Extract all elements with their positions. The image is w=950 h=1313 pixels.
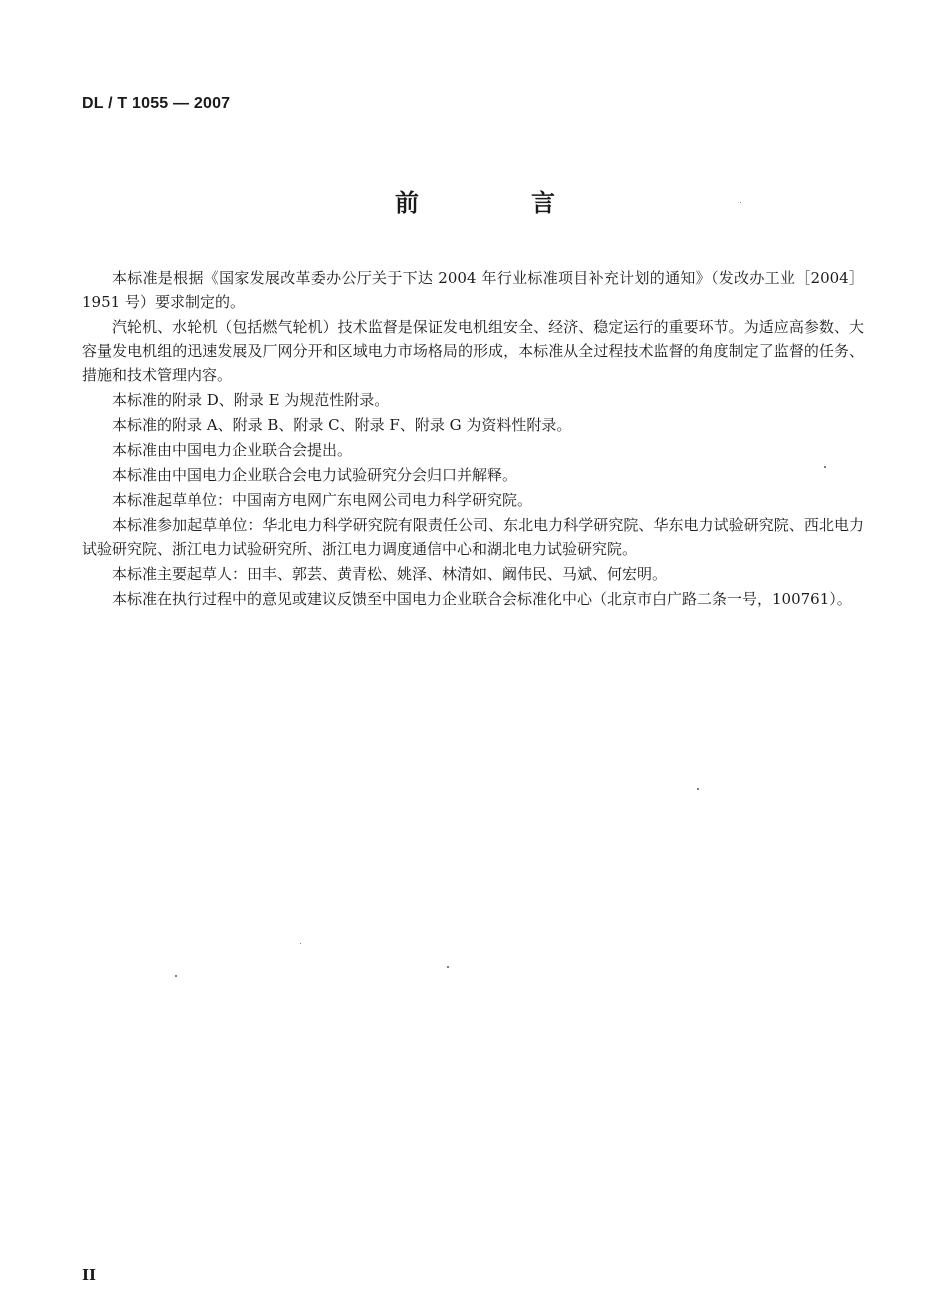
scan-speck [175, 975, 177, 977]
paragraph-normative-annexes: 本标准的附录 D、附录 E 为规范性附录。 [112, 391, 390, 409]
foreword-body [82, 266, 864, 612]
paragraph-informative-annexes: 本标准的附录 A、附录 B、附录 C、附录 F、附录 G 为资料性附录。 [112, 416, 572, 434]
paragraph-feedback: 本标准在执行过程中的意见或建议反馈至中国电力企业联合会标准化中心（北京市白广路二条一号，100761）。 [112, 590, 852, 608]
paragraph-drafters: 本标准主要起草人：田丰、郭芸、黄青松、姚泽、林清如、阚伟民、马斌、何宏明。 [112, 565, 668, 583]
paragraph-participating-units: 本标准参加起草单位：华北电力科学研究院有限责任公司、东北电力科学研究院、华东电力试验研究院、西北电力试验研究院、浙江电力试验研究所、浙江电力调度通信中心和湖北电力试验研究院。 [82, 516, 864, 558]
scan-speck [697, 788, 699, 790]
paragraph-basis: 本标准是根据《国家发展改革委办公厅关于下达 2004 年行业标准项目补充计划的通知》（发改办工业［2004］1951 号）要求制定的。 [82, 269, 864, 311]
scan-speck [740, 202, 741, 203]
paragraph-proposer: 本标准由中国电力企业联合会提出。 [112, 441, 353, 459]
paragraph-drafting-unit: 本标准起草单位：中国南方电网广东电网公司电力科学研究院。 [112, 491, 533, 509]
scan-speck [447, 966, 449, 968]
scan-speck [300, 943, 301, 944]
paragraph-administrator: 本标准由中国电力企业联合会电力试验研究分会归口并解释。 [112, 466, 518, 484]
paragraph-purpose: 汽轮机、水轮机（包括燃气轮机）技术监督是保证发电机组安全、经济、稳定运行的重要环节。为适应高参数、大容量发电机组的迅速发展及厂网分开和区域电力市场格局的形成，本标准从全过程技术监督的角度制定了监督的任务、措施和技术管理内容。 [82, 318, 864, 384]
scan-speck [824, 466, 826, 468]
page-number: II [82, 1266, 97, 1284]
standard-code: DL / T 1055 — 2007 [82, 95, 231, 112]
page-title: 前 言 [395, 189, 599, 217]
